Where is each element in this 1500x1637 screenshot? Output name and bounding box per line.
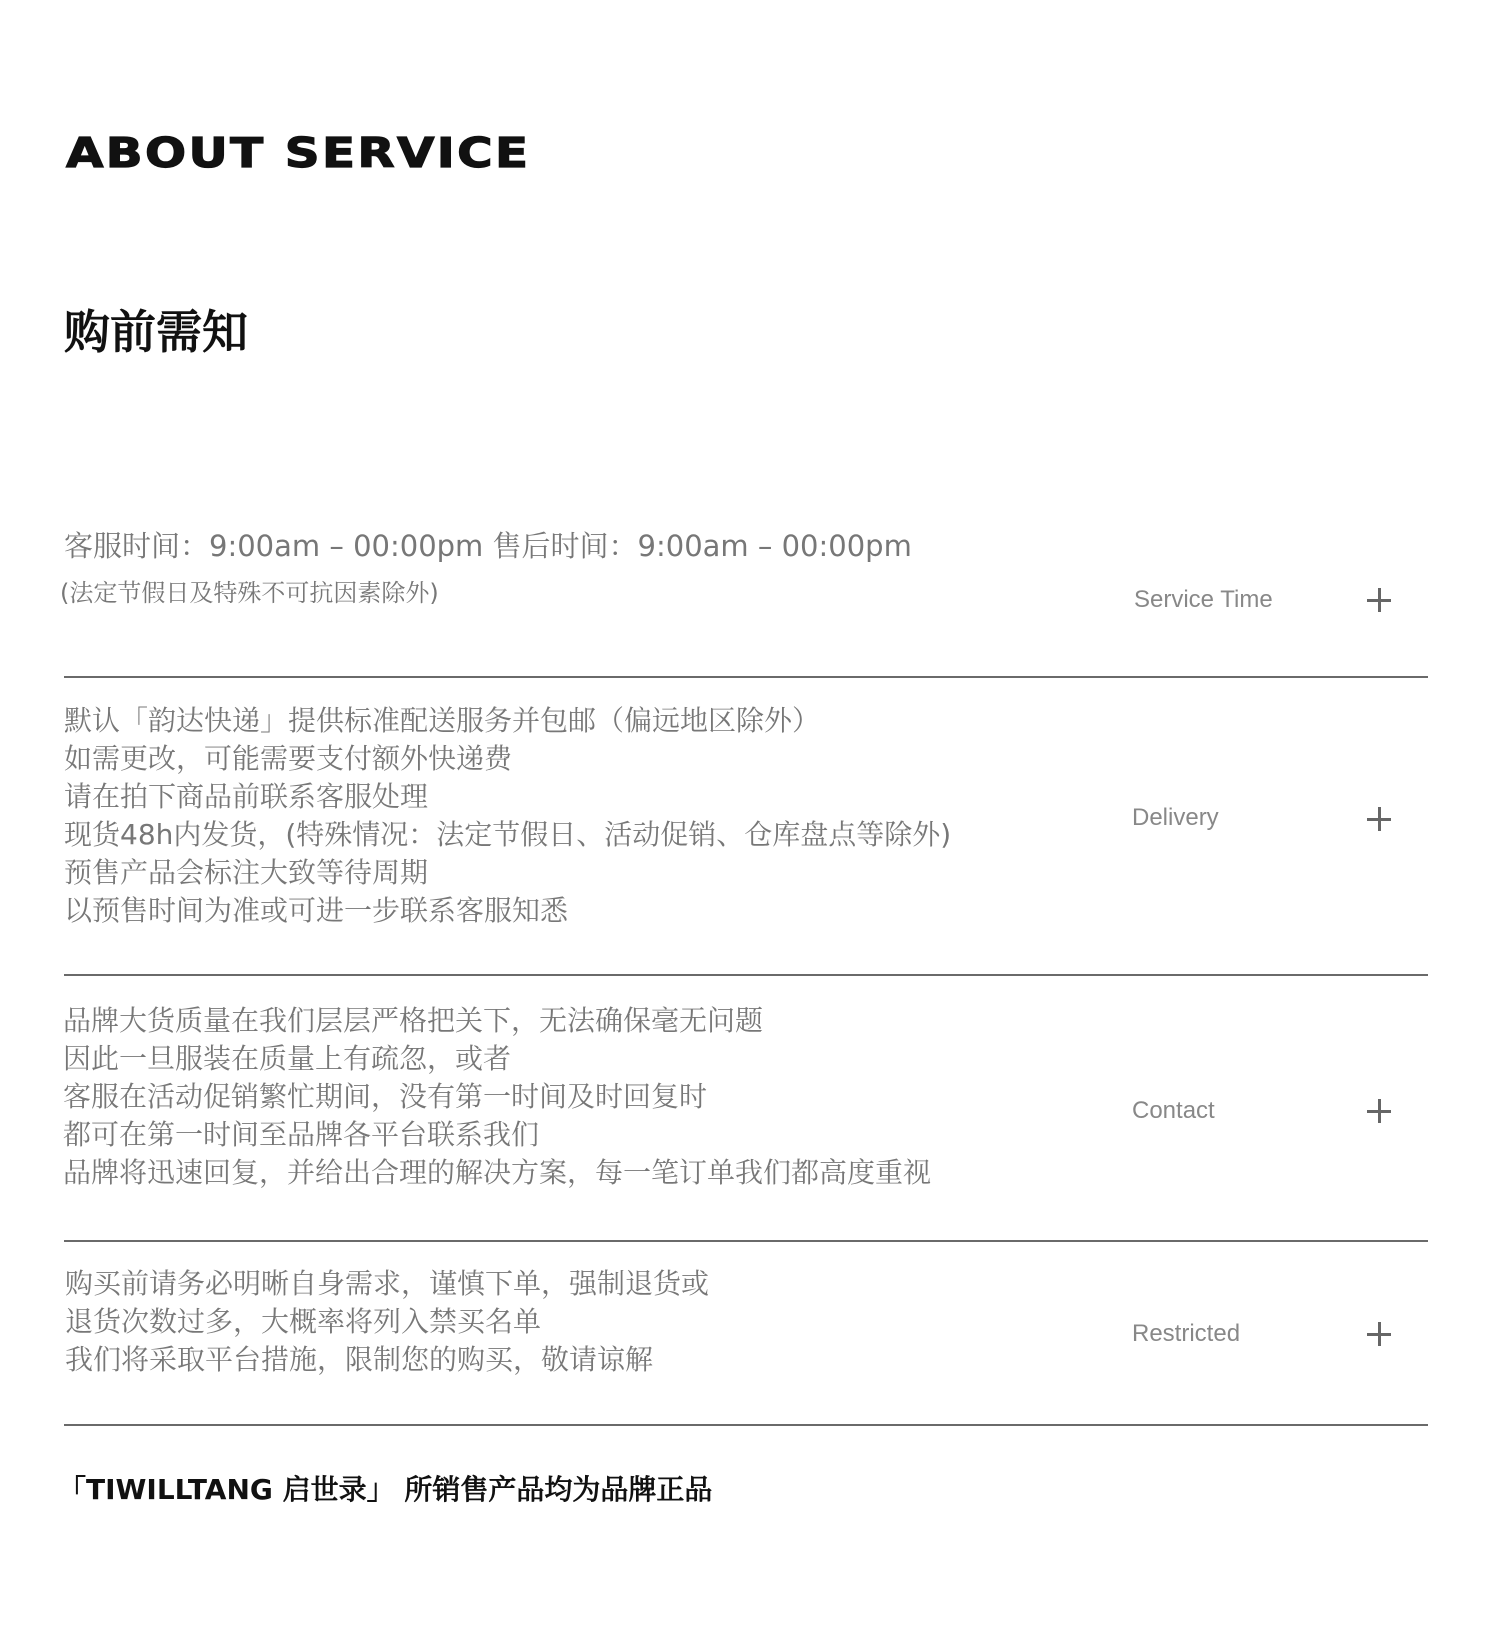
holiday-note-line: (法定节假日及特殊不可抗因素除外) <box>60 579 439 607</box>
text-line: 都可在第一时间至品牌各平台联系我们 <box>63 1118 540 1151</box>
section-label: Contact <box>1132 1097 1215 1124</box>
plus-icon[interactable] <box>1367 1322 1391 1346</box>
section-divider <box>64 974 1428 976</box>
text-line: 我们将采取平台措施，限制您的购买，敬请谅解 <box>65 1343 654 1376</box>
section-label: Delivery <box>1132 804 1219 831</box>
text-line: 如需更改，可能需要支付额外快递费 <box>64 742 513 775</box>
header-title-cn: 购前需知 <box>64 305 248 359</box>
section-service-time[interactable] <box>60 520 1428 678</box>
text-line: 因此一旦服装在质量上有疏忽，或者 <box>63 1042 512 1075</box>
header-title-en: ABOUT SERVICE <box>66 129 531 177</box>
section-divider <box>64 1240 1428 1242</box>
text-line: 请在拍下商品前联系客服处理 <box>64 780 429 813</box>
section-text <box>64 702 951 930</box>
plus-icon[interactable] <box>1367 588 1391 612</box>
section-divider <box>64 1424 1428 1426</box>
section-label: Service Time <box>1134 586 1273 613</box>
service-hours-line: 客服时间：9:00am – 00:00pm 售后时间：9:00am – 00:00pm <box>64 529 912 563</box>
plus-icon[interactable] <box>1367 1099 1391 1123</box>
section-label: Restricted <box>1132 1320 1241 1347</box>
text-line: 默认「韵达快递」提供标准配送服务并包邮（偏远地区除外） <box>64 704 821 737</box>
section-delivery[interactable] <box>64 678 1428 978</box>
text-line: 以预售时间为准或可进一步联系客服知悉 <box>64 894 569 927</box>
section-text <box>63 1002 931 1192</box>
text-line: 品牌将迅速回复，并给出合理的解决方案，每一笔订单我们都高度重视 <box>63 1156 932 1189</box>
footer-brand-note: 「TIWILLTANG 启世录」 所销售产品均为品牌正品 <box>58 1473 713 1506</box>
text-line: 购买前请务必明晰自身需求，谨慎下单，强制退货或 <box>65 1267 710 1300</box>
text-line: 预售产品会标注大致等待周期 <box>64 856 429 889</box>
section-text <box>60 529 912 607</box>
section-text <box>65 1265 709 1379</box>
plus-icon[interactable] <box>1367 807 1391 831</box>
text-line: 品牌大货质量在我们层层严格把关下，无法确保毫无问题 <box>63 1004 764 1037</box>
section-restricted[interactable] <box>64 1243 1428 1427</box>
text-line: 客服在活动促销繁忙期间，没有第一时间及时回复时 <box>63 1080 708 1113</box>
text-line: 退货次数过多，大概率将列入禁买名单 <box>65 1305 542 1338</box>
section-contact[interactable] <box>64 978 1428 1243</box>
text-line: 现货48h内发货，(特殊情况：法定节假日、活动促销、仓库盘点等除外) <box>64 818 952 851</box>
